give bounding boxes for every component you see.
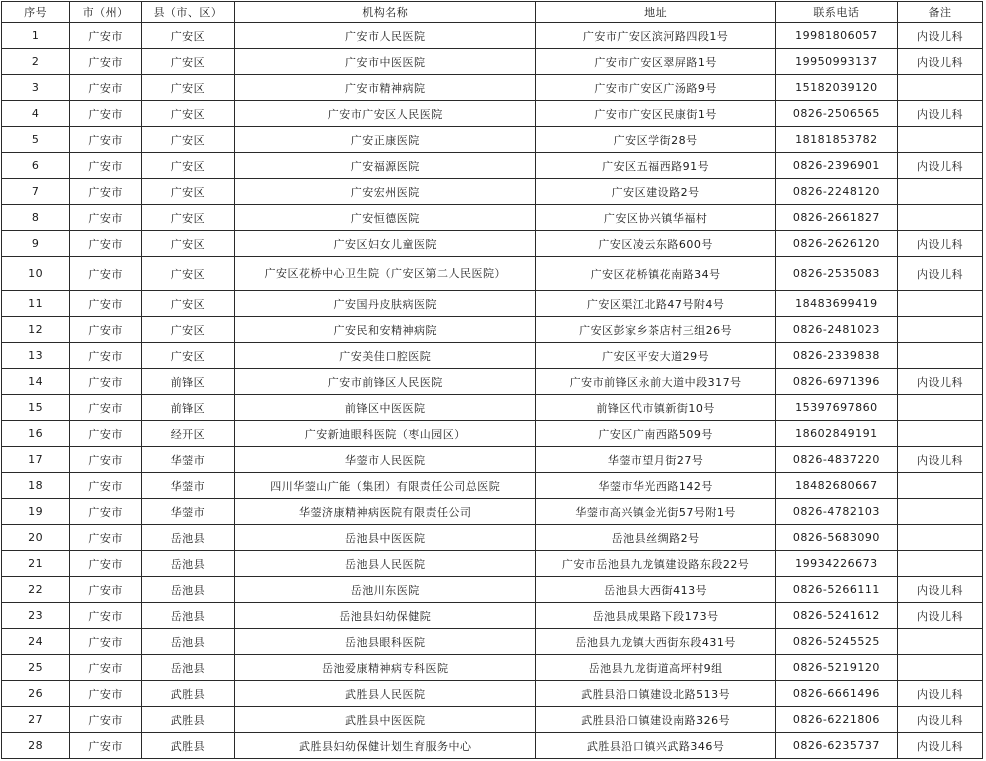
table-row [2, 395, 983, 421]
cell-name: 广安国丹皮肤病医院 [235, 291, 536, 317]
cell-county: 广安区 [141, 179, 234, 205]
cell-seq: 20 [2, 525, 70, 551]
cell-county: 广安区 [141, 205, 234, 231]
cell-name: 广安市精神病院 [235, 75, 536, 101]
cell-city: 广安市 [70, 473, 141, 499]
cell-county: 华蓥市 [141, 499, 234, 525]
cell-note: 内设儿科 [898, 49, 983, 75]
cell-phone: 0826-2481023 [775, 317, 897, 343]
cell-city: 广安市 [70, 707, 141, 733]
cell-note [898, 629, 983, 655]
cell-address: 华蓥市华光西路142号 [536, 473, 775, 499]
cell-note [898, 127, 983, 153]
cell-phone: 0826-4837220 [775, 447, 897, 473]
cell-city: 广安市 [70, 577, 141, 603]
cell-name: 广安区花桥中心卫生院（广安区第二人民医院） [235, 257, 536, 291]
cell-city: 广安市 [70, 291, 141, 317]
cell-city: 广安市 [70, 127, 141, 153]
cell-city: 广安市 [70, 369, 141, 395]
cell-city: 广安市 [70, 231, 141, 257]
cell-name: 广安市中医医院 [235, 49, 536, 75]
cell-seq: 19 [2, 499, 70, 525]
cell-seq: 4 [2, 101, 70, 127]
cell-name: 武胜县中医医院 [235, 707, 536, 733]
cell-name: 岳池县眼科医院 [235, 629, 536, 655]
cell-seq: 22 [2, 577, 70, 603]
header-county: 县（市、区） [141, 2, 234, 23]
cell-name: 前锋区中医医院 [235, 395, 536, 421]
cell-note [898, 75, 983, 101]
cell-phone: 0826-4782103 [775, 499, 897, 525]
cell-county: 广安区 [141, 257, 234, 291]
header-seq: 序号 [2, 2, 70, 23]
table-row [2, 179, 983, 205]
cell-city: 广安市 [70, 205, 141, 231]
cell-county: 岳池县 [141, 655, 234, 681]
cell-phone: 19934226673 [775, 551, 897, 577]
cell-county: 前锋区 [141, 395, 234, 421]
cell-name: 广安市前锋区人民医院 [235, 369, 536, 395]
cell-address: 前锋区代市镇新街10号 [536, 395, 775, 421]
cell-address: 广安区凌云东路600号 [536, 231, 775, 257]
cell-name: 岳池县人民医院 [235, 551, 536, 577]
cell-note [898, 499, 983, 525]
cell-phone: 15397697860 [775, 395, 897, 421]
cell-phone: 0826-6661496 [775, 681, 897, 707]
cell-address: 广安市前锋区永前大道中段317号 [536, 369, 775, 395]
cell-city: 广安市 [70, 655, 141, 681]
cell-note: 内设儿科 [898, 447, 983, 473]
cell-seq: 27 [2, 707, 70, 733]
cell-name: 广安区妇女儿童医院 [235, 231, 536, 257]
table-row [2, 629, 983, 655]
table-row [2, 49, 983, 75]
header-row [2, 2, 983, 23]
table-row [2, 205, 983, 231]
cell-name: 广安宏州医院 [235, 179, 536, 205]
cell-phone: 18181853782 [775, 127, 897, 153]
cell-name: 广安市人民医院 [235, 23, 536, 49]
cell-seq: 26 [2, 681, 70, 707]
cell-note: 内设儿科 [898, 231, 983, 257]
cell-seq: 17 [2, 447, 70, 473]
table-row [2, 707, 983, 733]
cell-county: 广安区 [141, 231, 234, 257]
table-row [2, 577, 983, 603]
cell-county: 广安区 [141, 75, 234, 101]
header-phone: 联系电话 [775, 2, 897, 23]
cell-phone: 0826-6221806 [775, 707, 897, 733]
cell-name: 华蓥市人民医院 [235, 447, 536, 473]
cell-city: 广安市 [70, 179, 141, 205]
cell-note: 内设儿科 [898, 603, 983, 629]
table-row [2, 231, 983, 257]
cell-name: 广安恒德医院 [235, 205, 536, 231]
cell-city: 广安市 [70, 681, 141, 707]
cell-county: 武胜县 [141, 733, 234, 759]
table-row [2, 369, 983, 395]
cell-note [898, 421, 983, 447]
cell-seq: 8 [2, 205, 70, 231]
cell-city: 广安市 [70, 75, 141, 101]
cell-name: 岳池爱康精神病专科医院 [235, 655, 536, 681]
cell-seq: 11 [2, 291, 70, 317]
cell-seq: 16 [2, 421, 70, 447]
table-row [2, 23, 983, 49]
cell-seq: 13 [2, 343, 70, 369]
cell-note: 内设儿科 [898, 23, 983, 49]
cell-name: 岳池县中医医院 [235, 525, 536, 551]
cell-county: 广安区 [141, 127, 234, 153]
table-row [2, 317, 983, 343]
cell-county: 华蓥市 [141, 447, 234, 473]
cell-phone: 18602849191 [775, 421, 897, 447]
cell-city: 广安市 [70, 317, 141, 343]
cell-note: 内设儿科 [898, 733, 983, 759]
cell-seq: 24 [2, 629, 70, 655]
cell-name: 华蓥济康精神病医院有限责任公司 [235, 499, 536, 525]
cell-address: 广安区平安大道29号 [536, 343, 775, 369]
cell-phone: 0826-2248120 [775, 179, 897, 205]
table-row [2, 291, 983, 317]
cell-city: 广安市 [70, 101, 141, 127]
cell-phone: 0826-5245525 [775, 629, 897, 655]
cell-phone: 0826-2339838 [775, 343, 897, 369]
header-name: 机构名称 [235, 2, 536, 23]
table-row [2, 257, 983, 291]
table-row [2, 153, 983, 179]
cell-note: 内设儿科 [898, 153, 983, 179]
cell-seq: 3 [2, 75, 70, 101]
cell-seq: 5 [2, 127, 70, 153]
cell-city: 广安市 [70, 447, 141, 473]
cell-phone: 18482680667 [775, 473, 897, 499]
cell-county: 武胜县 [141, 707, 234, 733]
header-note: 备注 [898, 2, 983, 23]
cell-address: 广安市广安区广汤路9号 [536, 75, 775, 101]
cell-address: 岳池县九龙街道高坪村9组 [536, 655, 775, 681]
cell-note [898, 551, 983, 577]
cell-seq: 28 [2, 733, 70, 759]
cell-seq: 12 [2, 317, 70, 343]
cell-county: 广安区 [141, 153, 234, 179]
cell-address: 华蓥市高兴镇金光街57号附1号 [536, 499, 775, 525]
cell-phone: 18483699419 [775, 291, 897, 317]
cell-city: 广安市 [70, 257, 141, 291]
cell-name: 广安福源医院 [235, 153, 536, 179]
cell-phone: 0826-5266111 [775, 577, 897, 603]
cell-seq: 10 [2, 257, 70, 291]
cell-city: 广安市 [70, 421, 141, 447]
cell-name: 广安新迪眼科医院（枣山园区） [235, 421, 536, 447]
cell-address: 广安区渠江北路47号附4号 [536, 291, 775, 317]
cell-phone: 0826-5683090 [775, 525, 897, 551]
cell-note: 内设儿科 [898, 101, 983, 127]
cell-note: 内设儿科 [898, 681, 983, 707]
cell-seq: 15 [2, 395, 70, 421]
cell-seq: 25 [2, 655, 70, 681]
header-address: 地址 [536, 2, 775, 23]
table-row [2, 343, 983, 369]
cell-address: 广安区五福西路91号 [536, 153, 775, 179]
table-header [2, 2, 983, 23]
table-row [2, 421, 983, 447]
table-row [2, 75, 983, 101]
cell-phone: 0826-5219120 [775, 655, 897, 681]
cell-name: 武胜县妇幼保健计划生育服务中心 [235, 733, 536, 759]
cell-county: 前锋区 [141, 369, 234, 395]
cell-address: 广安区建设路2号 [536, 179, 775, 205]
cell-county: 武胜县 [141, 681, 234, 707]
cell-phone: 15182039120 [775, 75, 897, 101]
cell-address: 广安区彭家乡茶店村三组26号 [536, 317, 775, 343]
cell-phone: 0826-6971396 [775, 369, 897, 395]
cell-city: 广安市 [70, 23, 141, 49]
cell-seq: 14 [2, 369, 70, 395]
cell-note [898, 525, 983, 551]
cell-name: 四川华蓥山广能（集团）有限责任公司总医院 [235, 473, 536, 499]
header-city: 市（州） [70, 2, 141, 23]
cell-name: 广安民和安精神病院 [235, 317, 536, 343]
cell-address: 武胜县沿口镇建设南路326号 [536, 707, 775, 733]
cell-note [898, 395, 983, 421]
cell-county: 广安区 [141, 101, 234, 127]
table-row [2, 603, 983, 629]
cell-note: 内设儿科 [898, 707, 983, 733]
cell-note [898, 343, 983, 369]
table-row [2, 499, 983, 525]
cell-county: 广安区 [141, 49, 234, 75]
cell-phone: 0826-6235737 [775, 733, 897, 759]
cell-address: 广安区协兴镇华福村 [536, 205, 775, 231]
cell-note: 内设儿科 [898, 257, 983, 291]
cell-address: 岳池县丝绸路2号 [536, 525, 775, 551]
cell-city: 广安市 [70, 629, 141, 655]
cell-phone: 0826-2535083 [775, 257, 897, 291]
cell-name: 广安正康医院 [235, 127, 536, 153]
cell-address: 广安市广安区翠屏路1号 [536, 49, 775, 75]
cell-name: 岳池川东医院 [235, 577, 536, 603]
table-row [2, 473, 983, 499]
cell-county: 华蓥市 [141, 473, 234, 499]
hospital-table [1, 1, 983, 759]
cell-county: 经开区 [141, 421, 234, 447]
table-row [2, 551, 983, 577]
cell-city: 广安市 [70, 551, 141, 577]
cell-phone: 0826-2661827 [775, 205, 897, 231]
cell-seq: 1 [2, 23, 70, 49]
cell-seq: 2 [2, 49, 70, 75]
cell-county: 岳池县 [141, 525, 234, 551]
cell-seq: 23 [2, 603, 70, 629]
cell-note [898, 179, 983, 205]
cell-city: 广安市 [70, 153, 141, 179]
cell-county: 广安区 [141, 343, 234, 369]
table-row [2, 733, 983, 759]
cell-city: 广安市 [70, 603, 141, 629]
cell-phone: 0826-2396901 [775, 153, 897, 179]
cell-county: 岳池县 [141, 577, 234, 603]
cell-address: 岳池县大西街413号 [536, 577, 775, 603]
cell-phone: 0826-5241612 [775, 603, 897, 629]
cell-address: 广安市广安区民康街1号 [536, 101, 775, 127]
cell-phone: 0826-2506565 [775, 101, 897, 127]
cell-seq: 6 [2, 153, 70, 179]
cell-name: 广安美佳口腔医院 [235, 343, 536, 369]
cell-city: 广安市 [70, 733, 141, 759]
cell-note: 内设儿科 [898, 369, 983, 395]
cell-county: 广安区 [141, 291, 234, 317]
cell-name: 岳池县妇幼保健院 [235, 603, 536, 629]
table-row [2, 101, 983, 127]
cell-seq: 9 [2, 231, 70, 257]
cell-city: 广安市 [70, 343, 141, 369]
cell-address: 广安市岳池县九龙镇建设路东段22号 [536, 551, 775, 577]
table-row [2, 447, 983, 473]
cell-note [898, 473, 983, 499]
table-row [2, 525, 983, 551]
cell-city: 广安市 [70, 525, 141, 551]
cell-name: 武胜县人民医院 [235, 681, 536, 707]
cell-seq: 18 [2, 473, 70, 499]
cell-note [898, 317, 983, 343]
table-row [2, 681, 983, 707]
cell-address: 岳池县九龙镇大西街东段431号 [536, 629, 775, 655]
cell-county: 广安区 [141, 23, 234, 49]
cell-address: 广安区花桥镇花南路34号 [536, 257, 775, 291]
cell-note [898, 655, 983, 681]
table-row [2, 655, 983, 681]
cell-seq: 7 [2, 179, 70, 205]
cell-address: 武胜县沿口镇建设北路513号 [536, 681, 775, 707]
cell-county: 岳池县 [141, 551, 234, 577]
table-row [2, 127, 983, 153]
cell-city: 广安市 [70, 49, 141, 75]
cell-seq: 21 [2, 551, 70, 577]
cell-address: 广安区广南西路509号 [536, 421, 775, 447]
cell-phone: 19950993137 [775, 49, 897, 75]
cell-phone: 19981806057 [775, 23, 897, 49]
table-body [2, 23, 983, 759]
cell-address: 武胜县沿口镇兴武路346号 [536, 733, 775, 759]
cell-address: 广安市广安区滨河路四段1号 [536, 23, 775, 49]
cell-address: 岳池县成果路下段173号 [536, 603, 775, 629]
cell-note [898, 291, 983, 317]
cell-note: 内设儿科 [898, 577, 983, 603]
cell-note [898, 205, 983, 231]
cell-address: 华蓥市望月街27号 [536, 447, 775, 473]
cell-county: 广安区 [141, 317, 234, 343]
cell-name: 广安市广安区人民医院 [235, 101, 536, 127]
cell-address: 广安区学街28号 [536, 127, 775, 153]
cell-county: 岳池县 [141, 603, 234, 629]
cell-phone: 0826-2626120 [775, 231, 897, 257]
cell-city: 广安市 [70, 499, 141, 525]
cell-county: 岳池县 [141, 629, 234, 655]
cell-city: 广安市 [70, 395, 141, 421]
